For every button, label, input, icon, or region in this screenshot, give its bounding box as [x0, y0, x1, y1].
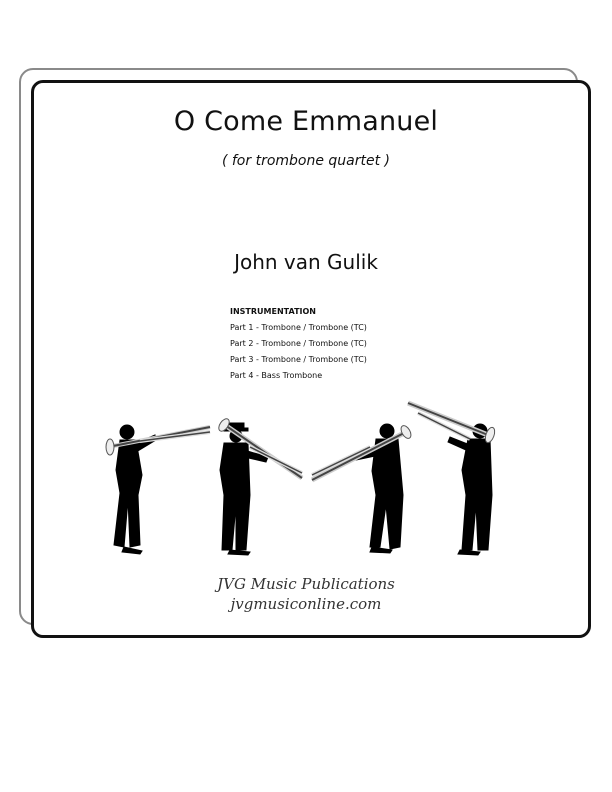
instrument-part: Part 2 - Trombone / Trombone (TC) [230, 339, 367, 348]
cover-subtitle: ( for trombone quartet ) [221, 153, 391, 169]
trombonist-1 [106, 425, 210, 554]
instrumentation-block [230, 304, 367, 384]
publisher-name: JVG Music Publications [217, 575, 395, 593]
cover-title: O Come Emmanuel [173, 106, 439, 137]
trombonist-3 [312, 424, 413, 553]
trombone-players-silhouette-icon [100, 395, 500, 560]
instrumentation-list [230, 320, 367, 384]
composer-name: John van Gulik [234, 250, 378, 274]
trombonist-2 [217, 417, 302, 555]
trombonist-4 [408, 403, 496, 555]
publisher-website[interactable]: jvgmusiconline.com [230, 595, 382, 613]
instrumentation-heading: INSTRUMENTATION [230, 307, 317, 316]
instrument-part: Part 1 - Trombone / Trombone (TC) [230, 323, 367, 332]
publisher-block [0, 574, 612, 614]
instrument-part: Part 3 - Trombone / Trombone (TC) [230, 355, 367, 364]
instrument-part: Part 4 - Bass Trombone [230, 371, 323, 380]
